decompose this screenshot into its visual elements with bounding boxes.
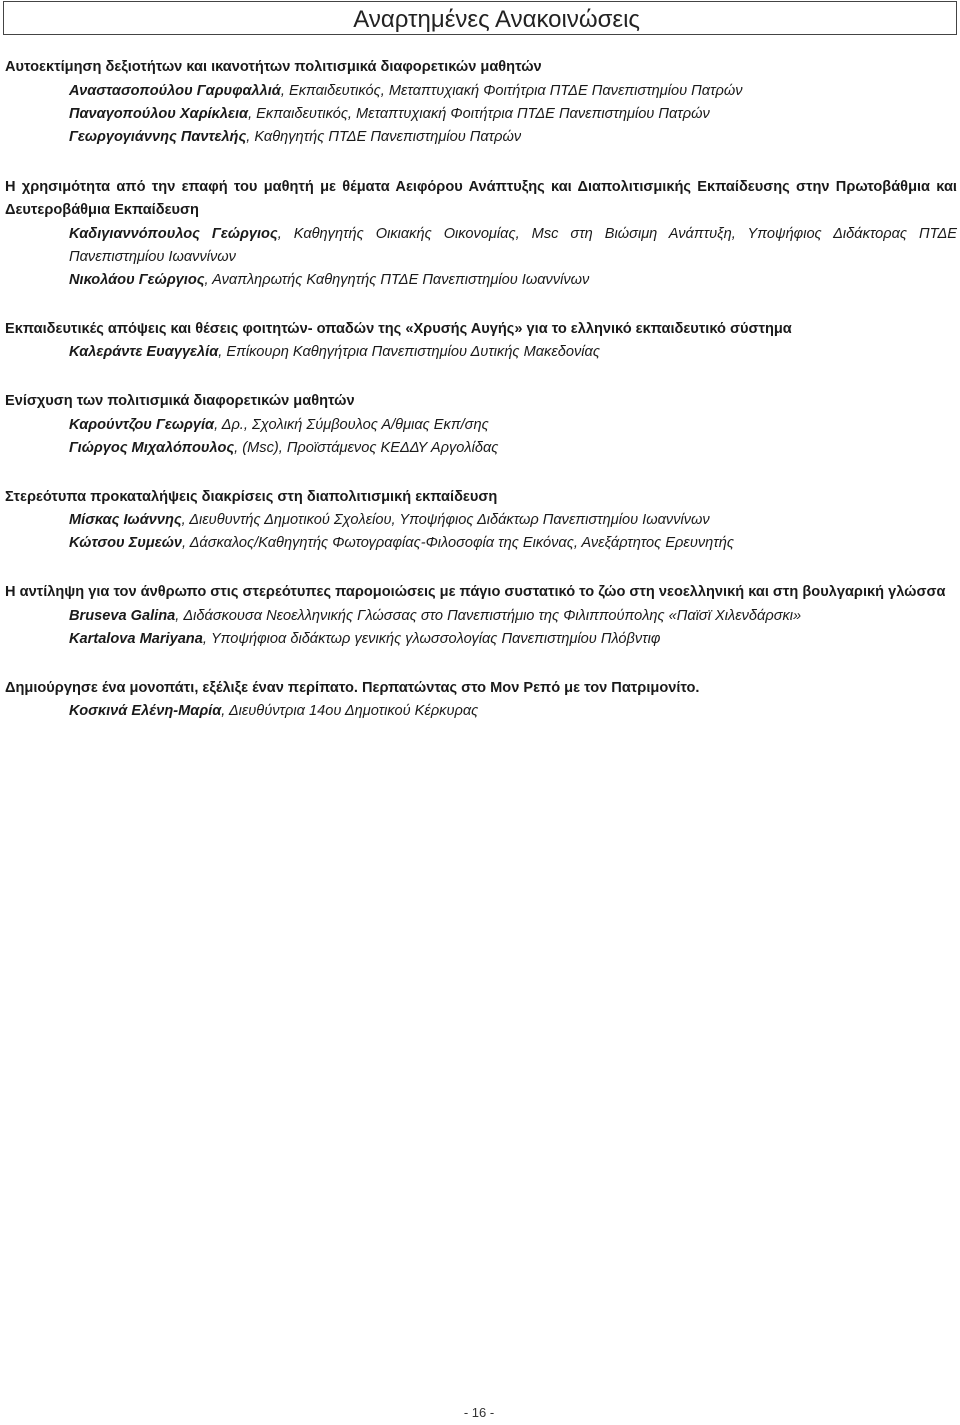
author-line (5, 414, 957, 437)
author-affiliation: , Υποψήφιοα διδάκτωρ γενικής γλωσσολογίας Πανεπιστημίου Πλόβντιφ (202, 630, 661, 647)
author-affiliation: , Διευθυντής Δημοτικού Σχολείου, Υποψήφιος Διδάκτωρ Πανεπιστημίου Ιωαννίνων (181, 512, 710, 528)
page-title: Αναρτημένες Ανακοινώσεις (353, 6, 640, 33)
page-number-text: - 16 - (463, 1405, 495, 1420)
page-number (0, 1405, 960, 1420)
author-name: Νικολάου Γεώργιος (69, 271, 205, 288)
author-line (5, 605, 957, 628)
entry-2 (5, 176, 957, 292)
author-line (5, 103, 957, 126)
author-name: Κώτσου Συμεών (69, 535, 183, 551)
entry-title: Δημιούργησε ένα μονοπάτι, εξέλιξε έναν περίπατο. Περπατώντας στο Μον Ρεπό με τον Πατριμονίτο. (5, 679, 700, 696)
author-name: Καδιγιαννόπουλος Γεώργιος (69, 225, 278, 242)
entry-4 (5, 390, 957, 460)
entry-3 (5, 318, 957, 365)
author-affiliation: , Δάσκαλος/Καθηγητής Φωτογραφίας-Φιλοσοφία της Εικόνας, Ανεξάρτητος Ερευνητής (182, 535, 734, 551)
entry-7 (5, 677, 957, 724)
author-affiliation: , Αναπληρωτής Καθηγητής ΠΤΔΕ Πανεπιστημίου Ιωαννίνων (204, 271, 590, 288)
author-line (5, 341, 957, 364)
author-name: Μίσκας Ιωάννης (69, 512, 182, 528)
author-affiliation: , Εκπαιδευτικός, Μεταπτυχιακή Φοιτήτρια ΠΤΔΕ Πανεπιστημίου Πατρών (280, 82, 743, 99)
author-affiliation: , Διευθύντρια 14ου Δημοτικού Κέρκυρας (221, 703, 479, 719)
author-line (5, 223, 957, 269)
author-name: Κοσκινά Ελένη-Μαρία (69, 703, 222, 719)
author-line (5, 509, 957, 532)
entry-5 (5, 486, 957, 556)
author-affiliation: , Επίκουρη Καθηγήτρια Πανεπιστημίου Δυτικής Μακεδονίας (218, 344, 600, 360)
announcements-list (5, 56, 957, 723)
author-name: Αναστασοπούλου Γαρυφαλλιά (69, 82, 281, 99)
entry-6 (5, 581, 957, 651)
author-name: Καλεράντε Ευαγγελία (69, 344, 219, 360)
author-line (5, 126, 957, 149)
entry-title: Η χρησιμότητα από την επαφή του μαθητή με θέματα Αειφόρου Ανάπτυξης και Διαπολιτισμικής Εκπαίδευσης στην Πρωτοβάθμια και Δευτεροβάθμια Εκπαίδευση (5, 178, 957, 218)
entry-1 (5, 56, 957, 149)
author-affiliation: , Καθηγητής ΠΤΔΕ Πανεπιστημίου Πατρών (246, 128, 522, 145)
entry-title: Η αντίληψη για τον άνθρωπο στις στερεότυπες παρομοιώσεις με πάγιο συστατικό το ζώο στη νεοελληνική και στη βουλγαρική γλώσσα (5, 584, 946, 600)
entry-title: Αυτοεκτίμηση δεξιοτήτων και ικανοτήτων πολιτισμικά διαφορετικών μαθητών (5, 59, 542, 75)
author-line (5, 628, 957, 651)
author-name: Kartalova Mariyana (69, 630, 203, 647)
entry-title: Στερεότυπα προκαταλήψεις διακρίσεις στη διαπολιτισμική εκπαίδευση (5, 488, 498, 505)
author-affiliation: , (Msc), Προϊστάμενος ΚΕΔΔΥ Αργολίδας (234, 439, 499, 456)
author-name: Γεωργογιάννης Παντελής (69, 128, 247, 145)
entry-title: Εκπαιδευτικές απόψεις και θέσεις φοιτητών- οπαδών της «Χρυσής Αυγής» για το ελληνικό εκπαιδευτικό σύστημα (5, 320, 792, 337)
author-line (5, 700, 957, 723)
author-affiliation: , Εκπαιδευτικός, Μεταπτυχιακή Φοιτήτρια ΠΤΔΕ Πανεπιστημίου Πατρών (248, 105, 710, 122)
author-line (5, 269, 957, 292)
author-affiliation: , Καθηγητής Οικιακής Οικονομίας, Msc στη Βιώσιμη Ανάπτυξη, Υποψήφιος Διδάκτορας ΠΤΔΕ Πανεπιστημίου Ιωαννίνων (69, 225, 957, 265)
author-line (5, 532, 957, 555)
author-line (5, 80, 957, 103)
header-box (3, 1, 957, 35)
author-name: Bruseva Galina (69, 607, 176, 624)
author-name: Γιώργος Μιχαλόπουλος (69, 439, 235, 456)
author-name: Παναγοπούλου Χαρίκλεια (69, 105, 249, 122)
author-line (5, 437, 957, 460)
entry-title: Ενίσχυση των πολιτισμικά διαφορετικών μαθητών (5, 393, 355, 409)
author-affiliation: , Διδάσκουσα Νεοελληνικής Γλώσσας στο Πανεπιστήμιο της Φιλιππούπολης «Παϊσϊ Χιλενδάρσκι» (175, 607, 802, 624)
author-name: Καρούντζου Γεωργία (69, 416, 215, 433)
author-affiliation: , Δρ., Σχολική Σύμβουλος Α/θμιας Εκπ/σης (214, 416, 489, 433)
